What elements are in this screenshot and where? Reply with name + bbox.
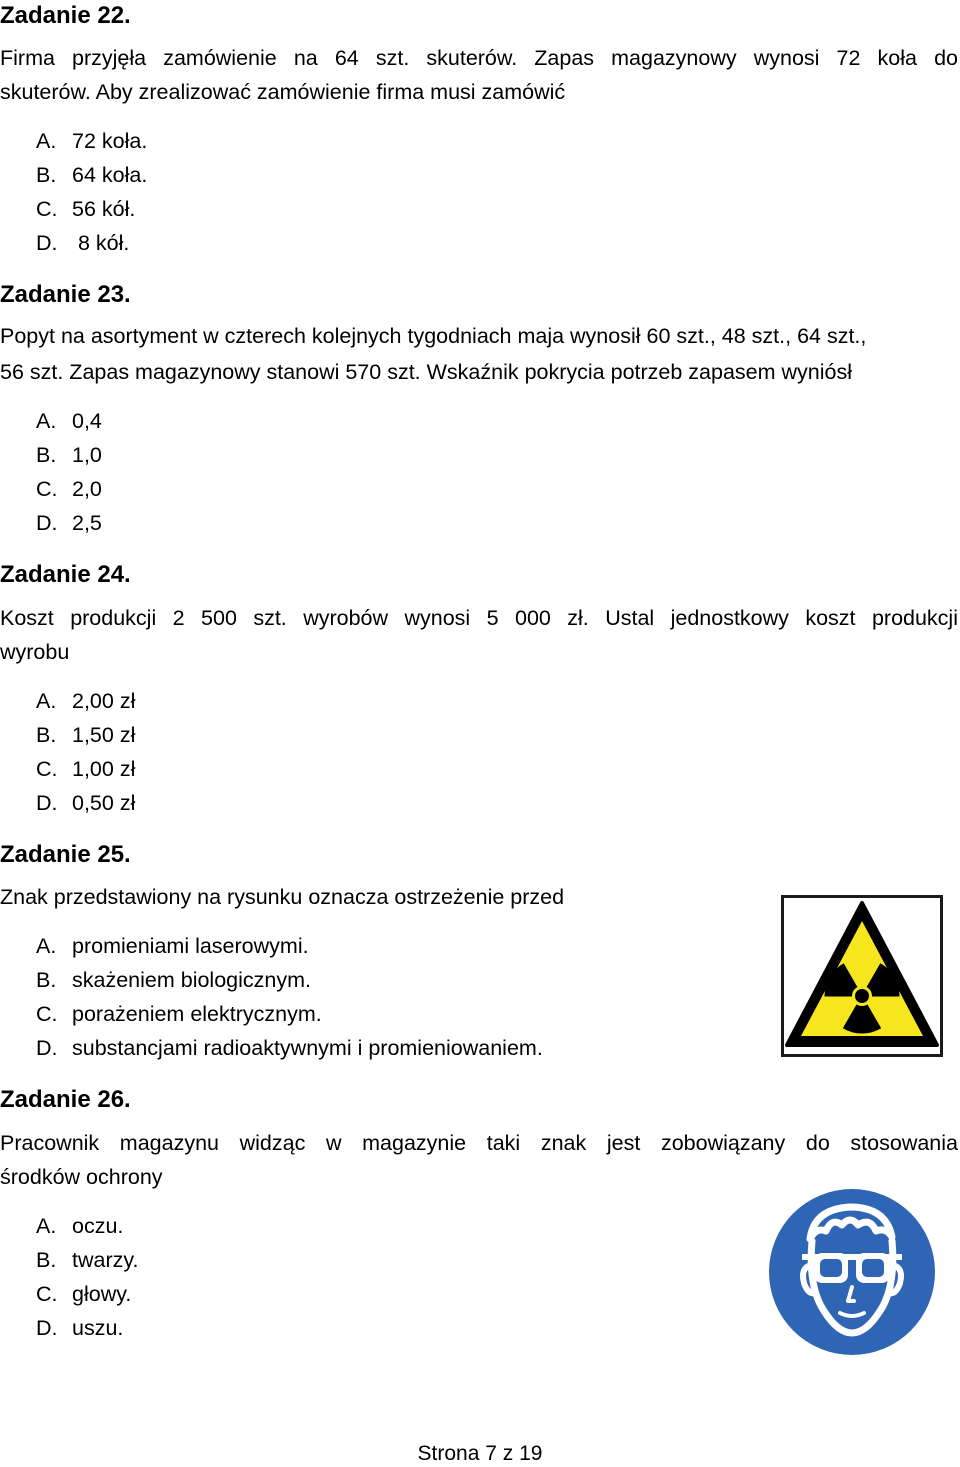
task-24-text-line-1: Koszt produkcji 2 500 szt. wyrobów wynosi 5 000 zł. Ustal jednostkowy koszt produkcji	[0, 606, 958, 630]
option-letter: C.	[36, 197, 58, 221]
task-26-option-c	[36, 1277, 131, 1311]
page-number: Strona 7 z 19	[417, 1442, 543, 1465]
task-23-option-b	[36, 438, 102, 472]
option-letter: C.	[36, 757, 58, 781]
option-letter: A.	[36, 934, 57, 958]
task-25-heading: Zadanie 25.	[0, 841, 131, 868]
option-text: 1,0	[72, 443, 102, 467]
option-text: 1,50 zł	[72, 723, 136, 747]
task-24-heading: Zadanie 24.	[0, 561, 131, 588]
task-25-text-line-1: Znak przedstawiony na rysunku oznacza ostrzeżenie przed	[0, 885, 565, 909]
task-24-text-line-2: wyrobu	[0, 640, 70, 664]
task-25-option-a	[36, 929, 309, 963]
option-letter: D.	[36, 791, 58, 815]
option-text: 0,4	[72, 409, 102, 433]
task-23-text-line-1: Popyt na asortyment w czterech kolejnych tygodniach maja wynosił 60 szt., 48 szt., 64 szt.,	[0, 324, 867, 348]
task-26-text-line-1: Pracownik magazynu widząc w magazynie taki znak jest zobowiązany do stosowania	[0, 1131, 958, 1155]
radiation-warning-sign-icon	[781, 895, 943, 1057]
task-24-option-b	[36, 718, 135, 752]
option-text: twarzy.	[72, 1248, 139, 1272]
option-text: 0,50 zł	[72, 791, 136, 815]
option-letter: D.	[36, 1316, 58, 1340]
task-23-heading: Zadanie 23.	[0, 281, 131, 308]
task-24-option-a	[36, 684, 135, 718]
task-22-option-b	[36, 158, 147, 192]
task-25-option-b	[36, 963, 311, 997]
task-26-heading: Zadanie 26.	[0, 1086, 131, 1113]
option-text: 64 koła.	[72, 163, 148, 187]
option-text: 2,0	[72, 477, 102, 501]
option-letter: C.	[36, 1002, 58, 1026]
option-text: skażeniem biologicznym.	[72, 968, 311, 992]
task-23-text-line-2: 56 szt. Zapas magazynowy stanowi 570 szt. Wskaźnik pokrycia potrzeb zapasem wyniósł	[0, 360, 853, 384]
task-26-option-d	[36, 1311, 123, 1345]
task-23-option-a	[36, 404, 102, 438]
option-text: oczu.	[72, 1214, 124, 1238]
task-22-heading: Zadanie 22.	[0, 2, 131, 29]
task-23-option-c	[36, 472, 102, 506]
option-letter: D.	[36, 511, 58, 535]
option-letter: B.	[36, 968, 57, 992]
option-letter: A.	[36, 689, 57, 713]
option-letter: C.	[36, 477, 58, 501]
option-text: 56 kół.	[72, 197, 136, 221]
task-26-option-b	[36, 1243, 139, 1277]
task-22-option-c	[36, 192, 135, 226]
option-text: promieniami laserowymi.	[72, 934, 309, 958]
option-text: 8 kół.	[72, 231, 130, 255]
option-letter: B.	[36, 1248, 57, 1272]
option-text: 2,5	[72, 511, 102, 535]
option-text: 1,00 zł	[72, 757, 136, 781]
option-text: głowy.	[72, 1282, 132, 1306]
option-letter: B.	[36, 443, 57, 467]
option-letter: B.	[36, 163, 57, 187]
task-22-text-line-2: skuterów. Aby zrealizować zamówienie firma musi zamówić	[0, 80, 566, 104]
task-22-text-line-1: Firma przyjęła zamówienie na 64 szt. skuterów. Zapas magazynowy wynosi 72 koła do	[0, 46, 958, 70]
option-text: 2,00 zł	[72, 689, 136, 713]
task-22-option-d	[36, 226, 129, 260]
option-text: 72 koła.	[72, 129, 148, 153]
option-letter: D.	[36, 231, 58, 255]
option-letter: A.	[36, 1214, 57, 1238]
task-22-option-a	[36, 124, 147, 158]
task-26-text-line-2: środków ochrony	[0, 1165, 163, 1189]
task-24-option-c	[36, 752, 135, 786]
option-text: substancjami radioaktywnymi i promieniowaniem.	[72, 1036, 543, 1060]
option-letter: C.	[36, 1282, 58, 1306]
task-26-option-a	[36, 1209, 123, 1243]
option-letter: B.	[36, 723, 57, 747]
task-25-option-d	[36, 1031, 543, 1065]
task-23-option-d	[36, 506, 102, 540]
option-text: porażeniem elektrycznym.	[72, 1002, 322, 1026]
task-25-option-c	[36, 997, 322, 1031]
option-letter: A.	[36, 409, 57, 433]
eye-protection-mandatory-sign-icon	[762, 1187, 942, 1357]
task-24-option-d	[36, 786, 135, 820]
option-text: uszu.	[72, 1316, 124, 1340]
option-letter: A.	[36, 129, 57, 153]
option-letter: D.	[36, 1036, 58, 1060]
